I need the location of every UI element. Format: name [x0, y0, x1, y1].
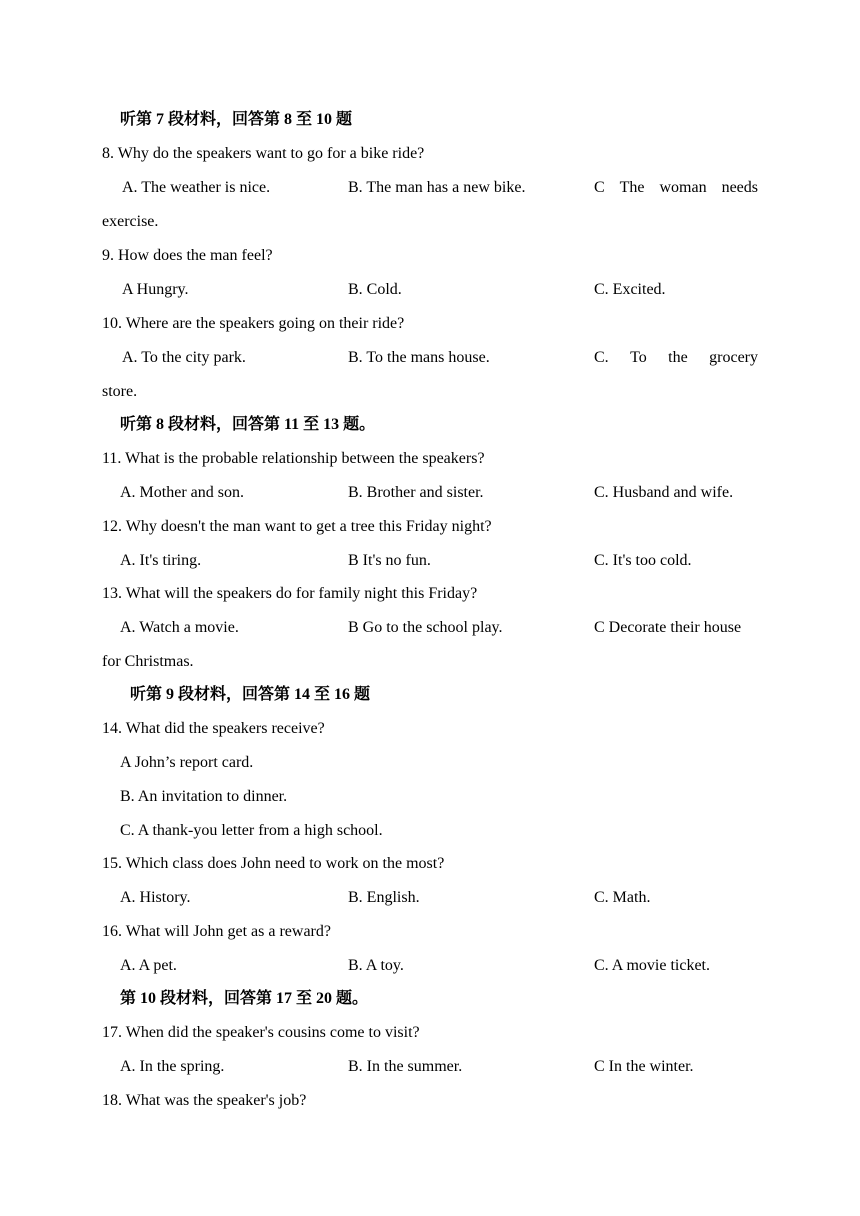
question-9: 9. How does the man feel? [102, 247, 273, 264]
q9-option-b: B. Cold. [348, 281, 402, 298]
q8-option-c-word: woman [659, 179, 707, 196]
q17-option-b: B. In the summer. [348, 1058, 463, 1075]
q12-option-a: A. It's tiring. [120, 552, 202, 569]
q9-option-a: A Hungry. [122, 281, 189, 298]
q15-option-c: C. Math. [594, 889, 651, 906]
q10-option-c-word: C. [594, 349, 609, 366]
section-10-heading: 第 10 段材料，回答第 17 至 20 题。 [120, 990, 369, 1007]
q14-option-c: C. A thank-you letter from a high school. [120, 822, 383, 839]
q13-option-c-continued: for Christmas. [102, 653, 194, 670]
q10-option-c [594, 348, 758, 368]
q14-option-b: B. An invitation to dinner. [120, 788, 288, 805]
q15-option-b: B. English. [348, 889, 420, 906]
question-17: 17. When did the speaker's cousins come to visit? [102, 1024, 420, 1041]
q8-option-c-word: needs [721, 179, 758, 196]
q8-option-c-word: C [594, 179, 605, 196]
q12-option-c: C. It's too cold. [594, 552, 692, 569]
question-16: 16. What will John get as a reward? [102, 923, 331, 940]
q17-option-a: A. In the spring. [120, 1058, 225, 1075]
q8-option-c-word: The [619, 179, 645, 196]
q13-option-c: C Decorate their house [594, 619, 742, 636]
section-7-heading: 听第 7 段材料，回答第 8 至 10 题 [120, 111, 353, 128]
question-14: 14. What did the speakers receive? [102, 720, 325, 737]
q10-option-c-word: To [630, 349, 647, 366]
q10-option-c-word: the [668, 349, 688, 366]
q13-option-a: A. Watch a movie. [120, 619, 239, 636]
question-13: 13. What will the speakers do for family night this Friday? [102, 585, 478, 602]
q11-option-a: A. Mother and son. [120, 484, 244, 501]
section-8-heading: 听第 8 段材料，回答第 11 至 13 题。 [120, 416, 376, 433]
q10-option-c-continued: store. [102, 383, 138, 400]
q15-option-a: A. History. [120, 889, 191, 906]
question-8: 8. Why do the speakers want to go for a bike ride? [102, 145, 425, 162]
q16-option-c: C. A movie ticket. [594, 957, 710, 974]
q10-option-b: B. To the mans house. [348, 349, 490, 366]
question-11: 11. What is the probable relationship between the speakers? [102, 450, 485, 467]
q9-option-c: C. Excited. [594, 281, 666, 298]
q8-option-c [594, 178, 758, 198]
q14-option-a: A John’s report card. [120, 754, 254, 771]
q10-option-c-word: grocery [709, 349, 758, 366]
q16-option-a: A. A pet. [120, 957, 177, 974]
section-9-heading: 听第 9 段材料，回答第 14 至 16 题 [130, 686, 371, 703]
q8-option-a: A. The weather is nice. [122, 179, 271, 196]
question-15: 15. Which class does John need to work on the most? [102, 855, 445, 872]
question-18: 18. What was the speaker's job? [102, 1092, 307, 1109]
q8-option-c-continued: exercise. [102, 213, 159, 230]
q13-option-b: B Go to the school play. [348, 619, 503, 636]
q10-option-a: A. To the city park. [122, 349, 246, 366]
q11-option-b: B. Brother and sister. [348, 484, 484, 501]
q11-option-c: C. Husband and wife. [594, 484, 734, 501]
q17-option-c: C In the winter. [594, 1058, 694, 1075]
question-10: 10. Where are the speakers going on their ride? [102, 315, 405, 332]
q12-option-b: B It's no fun. [348, 552, 431, 569]
q8-option-b: B. The man has a new bike. [348, 179, 526, 196]
q16-option-b: B. A toy. [348, 957, 404, 974]
question-12: 12. Why doesn't the man want to get a tree this Friday night? [102, 518, 492, 535]
